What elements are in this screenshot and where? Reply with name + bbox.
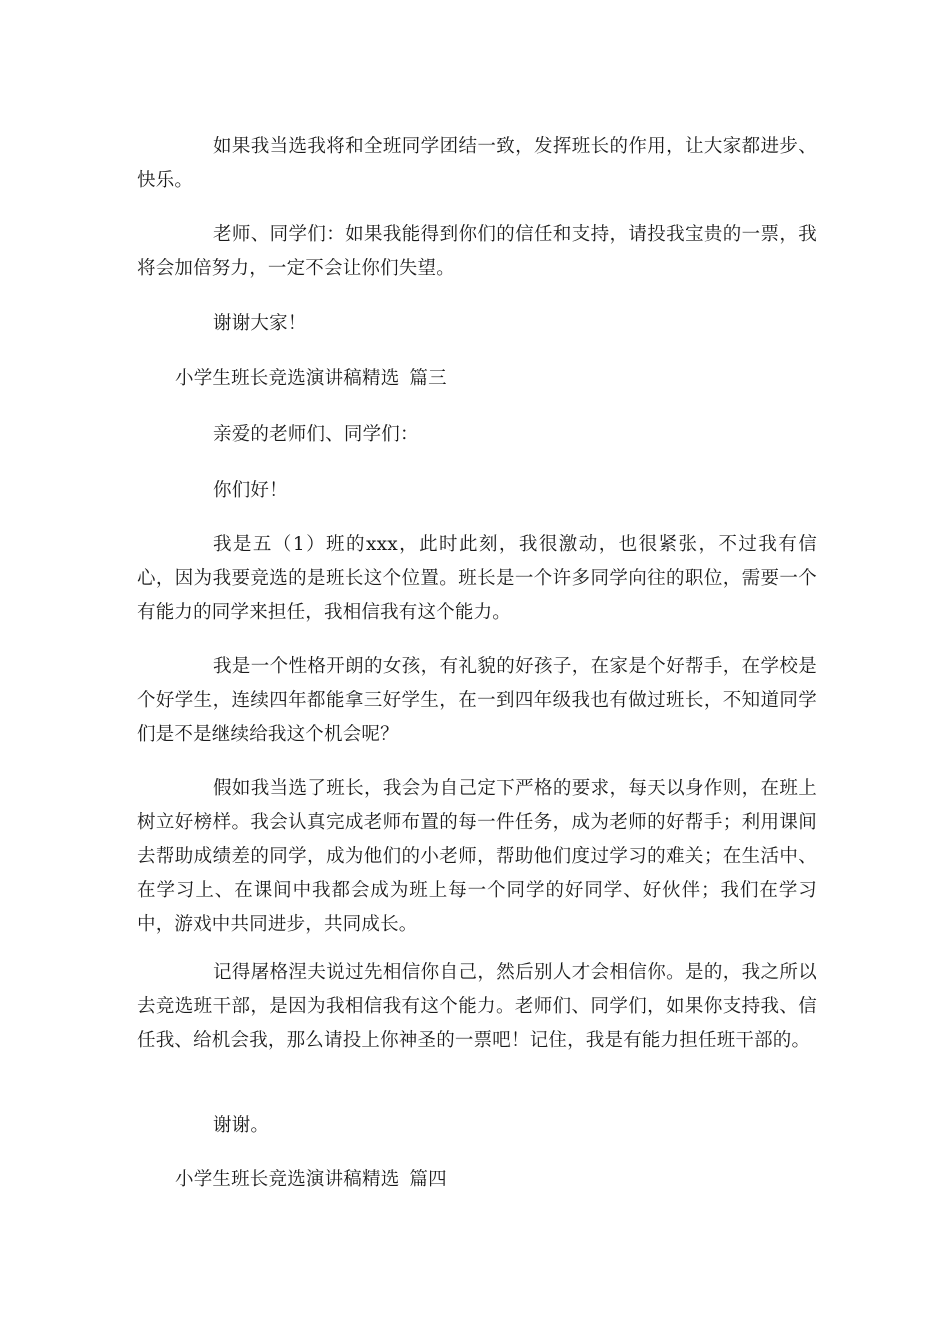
paragraph-closing-promise: 如果我当选我将和全班同学团结一致，发挥班长的作用，让大家都进步、快乐。	[137, 136, 817, 191]
paragraph-hello: 你们好！	[213, 480, 288, 501]
paragraph-thanks: 谢谢大家！	[213, 313, 307, 334]
section-heading-3	[175, 362, 447, 396]
paragraph-personality: 我是一个性格开朗的女孩，有礼貌的好孩子，在家是个好帮手，在学校是个好学生，连续四年都能拿三好学生，在一到四年级我也有做过班长，不知道同学们是不是继续给我这个机会呢？	[137, 656, 817, 745]
section-heading-3-title: 小学生班长竞选演讲稿精选	[175, 368, 400, 389]
paragraph-vote-request: 老师、同学们：如果我能得到你们的信任和支持，请投我宝贵的一票，我将会加倍努力，一定不会让你们失望。	[137, 224, 817, 279]
paragraph-greeting: 亲爱的老师们、同学们：	[213, 424, 419, 445]
paragraph-self-belief: 记得屠格涅夫说过先相信你自己，然后别人才会相信你。是的，我之所以去竞选班干部，是因为我相信我有这个能力。老师们、同学们，如果你支持我、信任我、给机会我，那么请投上你神圣的一票吧！记住，我是有能力担任班干部的。	[137, 962, 817, 1051]
section-heading-4	[175, 1163, 447, 1197]
section-heading-4-number: 篇四	[409, 1169, 447, 1190]
paragraph-thank-you: 谢谢。	[213, 1115, 270, 1136]
paragraph-plans: 假如我当选了班长，我会为自己定下严格的要求，每天以身作则，在班上树立好榜样。我会认真完成老师布置的每一件任务，成为老师的好帮手；利用课间去帮助成绩差的同学，成为他们的小老师，帮助他们度过学习的难关；在生活中、在学习上、在课间中我都会成为班上每一个同学的好同学、好伙伴；我们在学习中，游戏中共同进步，共同成长。	[137, 778, 817, 935]
section-heading-3-number: 篇三	[409, 368, 447, 389]
section-heading-4-title: 小学生班长竞选演讲稿精选	[175, 1169, 400, 1190]
paragraph-introduction: 我是五（1）班的xxx，此时此刻，我很激动，也很紧张，不过我有信心，因为我要竞选的是班长这个位置。班长是一个许多同学向往的职位，需要一个有能力的同学来担任，我相信我有这个能力。	[137, 534, 817, 623]
